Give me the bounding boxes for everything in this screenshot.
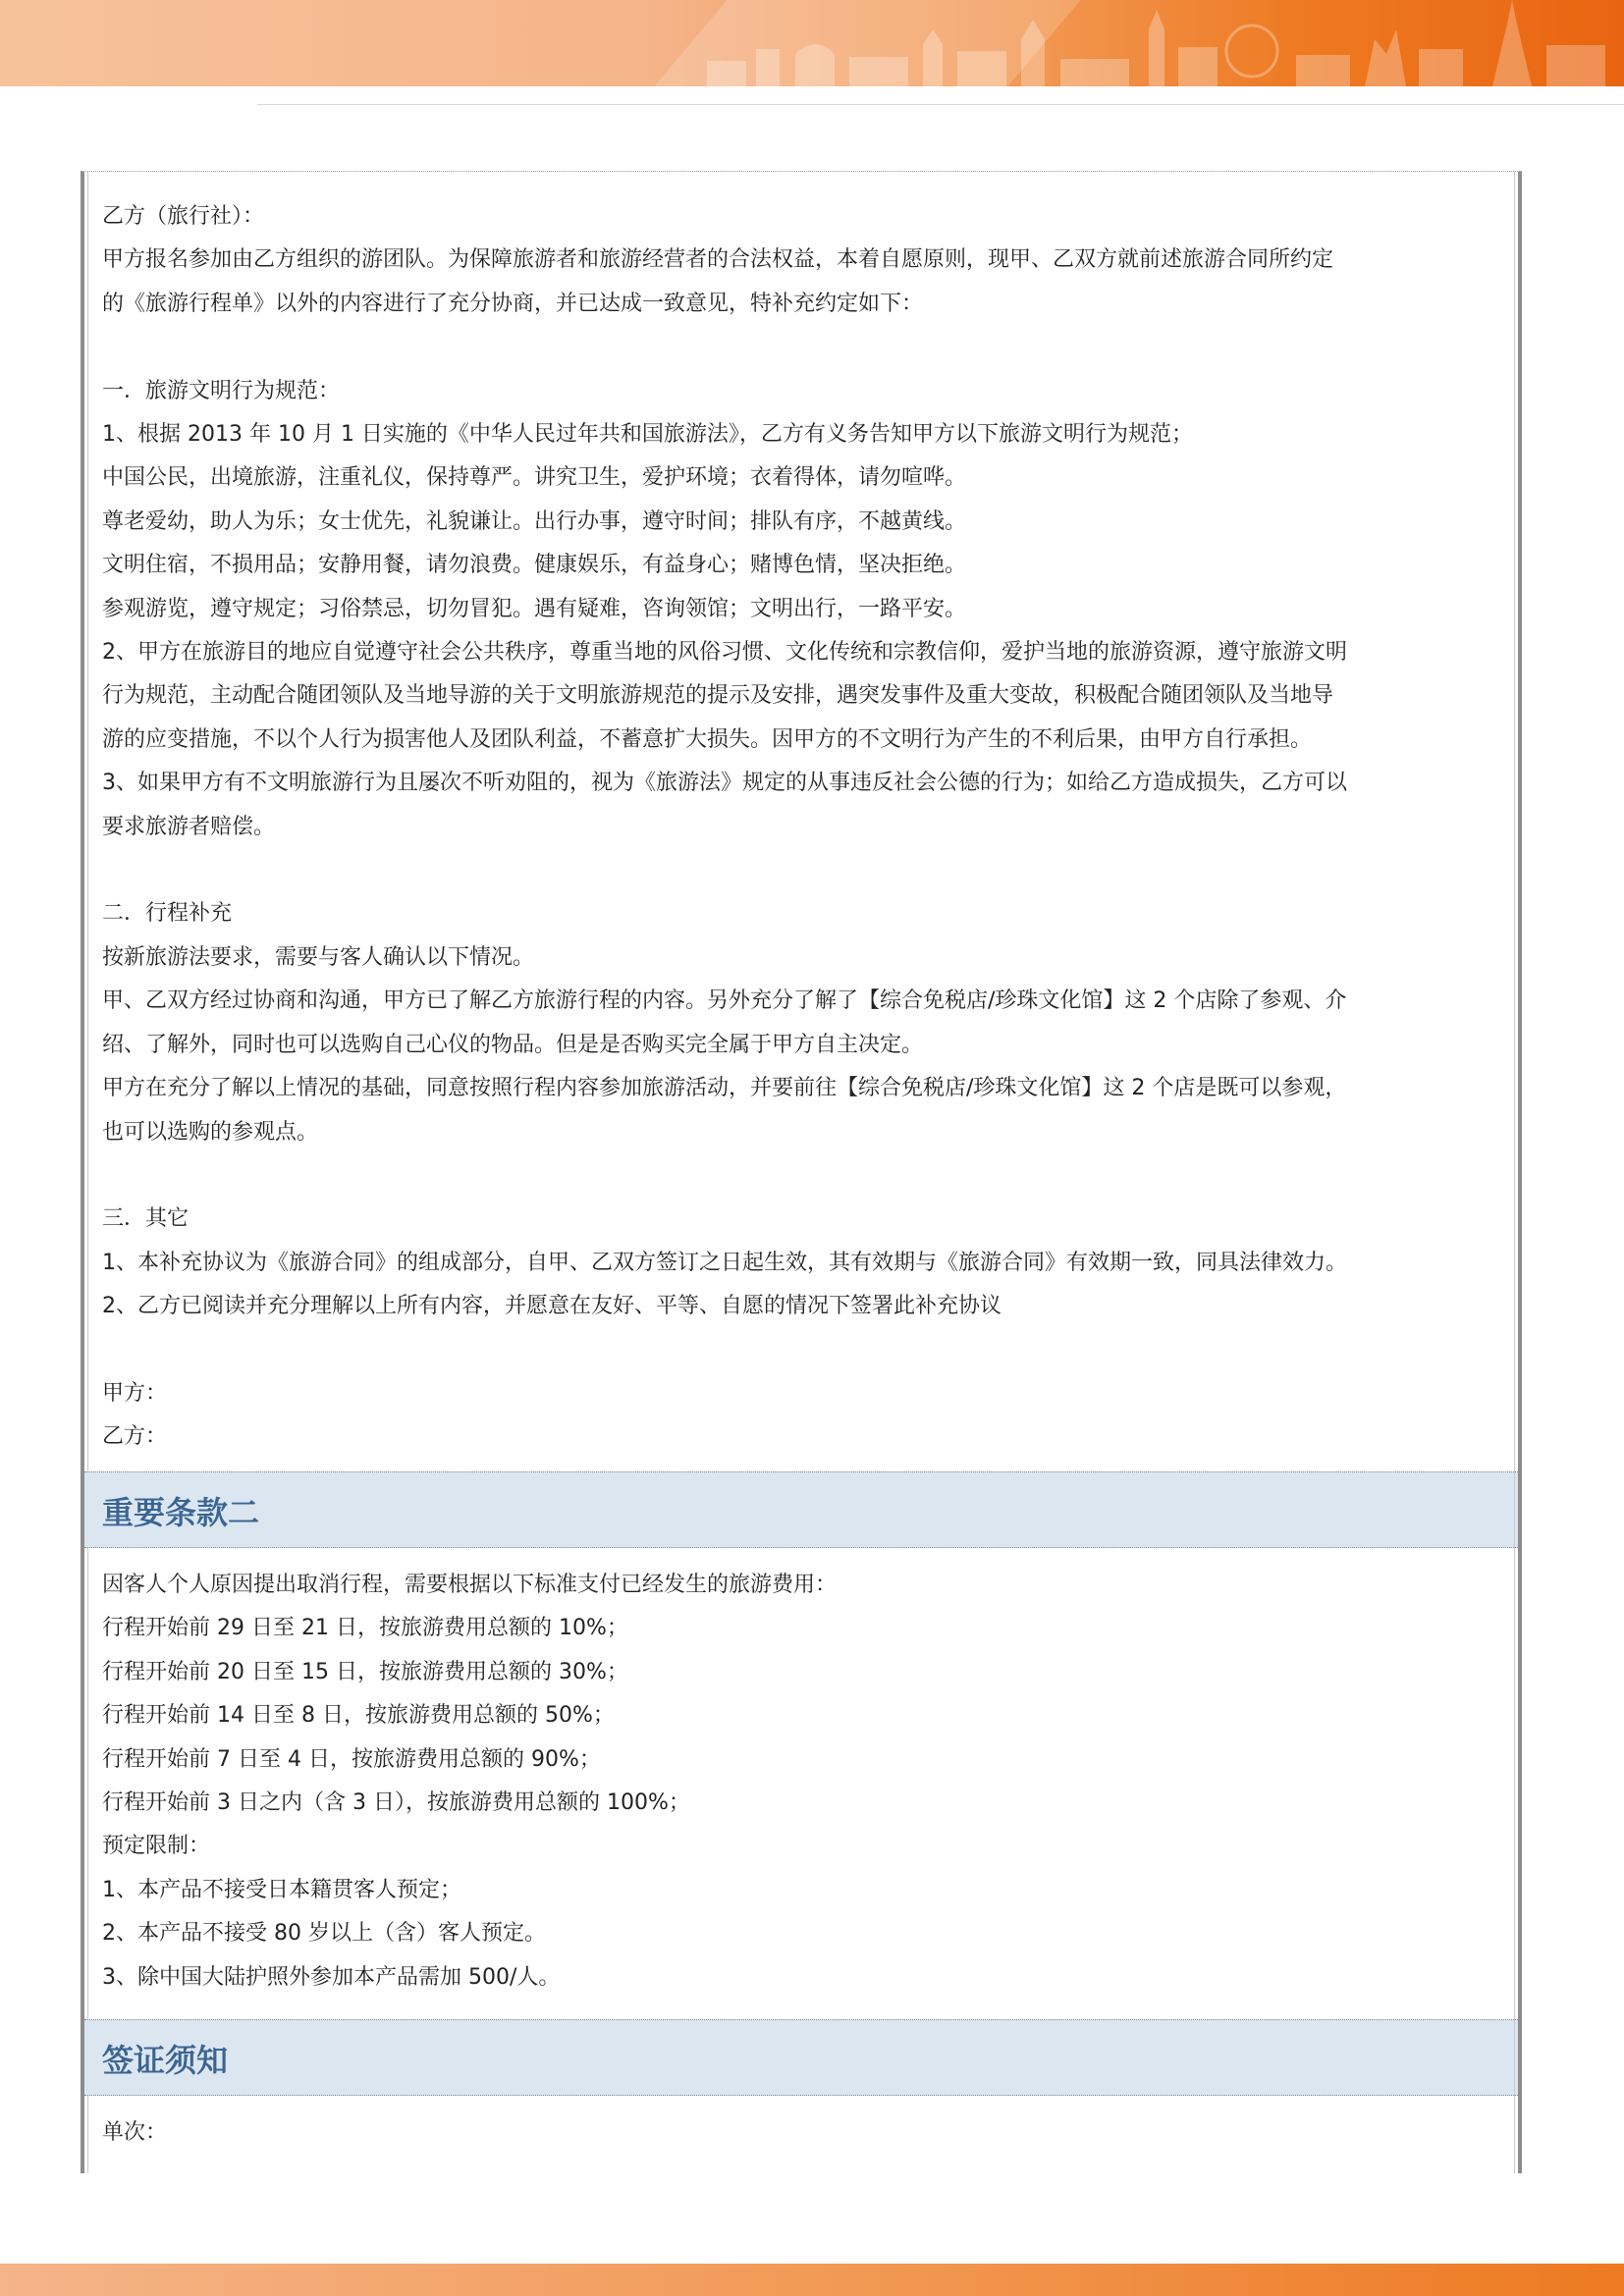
section-1-para-3b: 要求旅游者赔偿。 [102,814,276,839]
conduct-line-2: 尊老爱幼，助人为乐；女士优先，礼貌谦让。出行办事，遵守时间；排队有序，不越黄线。 [102,508,967,534]
visa-header [84,2019,1518,2096]
booking-limit-3: 3、除中国大陆护照外参加本产品需加 500/人。 [102,1964,561,1990]
terms-2-body [102,1564,1506,2000]
supplement-agreement [102,195,1506,1460]
intro-line-2: 的《旅游行程单》以外的内容进行了充分协商，并已达成一致意见，特补充约定如下： [102,291,924,316]
conduct-line-3: 文明住宿，不损用品；安静用餐，请勿浪费。健康娱乐，有益身心；赌博色情，坚决拒绝。 [102,553,967,578]
section-1-para-2b: 行为规范，主动配合随团领队及当地导游的关于文明旅游规范的提示及安排，遇突发事件及重大变故，积极配合随团领队及当地导 [102,683,1334,709]
section-2-title: 二．行程补充 [102,901,233,927]
section-3-para-1: 1、本补充协议为《旅游合同》的组成部分，自甲、乙双方签订之日起生效，其有效期与《旅游合同》有效期一致，同具法律效力。 [102,1250,1348,1275]
visa-title: 签证须知 [102,2042,229,2079]
booking-limit-title: 预定限制： [102,1834,211,1859]
cancellation-rule-1: 行程开始前 29 日至 21 日，按旅游费用总额的 10%； [102,1616,628,1641]
document-frame [81,171,1522,2173]
header-banner [0,0,1624,86]
cancellation-rule-3: 行程开始前 14 日至 8 日，按旅游费用总额的 50%； [102,1703,615,1729]
section-1-title: 一．旅游文明行为规范： [102,378,341,403]
signature-party-a: 甲方： [102,1380,168,1406]
header-divider [257,104,1624,105]
terms-2-title: 重要条款二 [102,1494,260,1531]
section-2-para-2a: 甲、乙双方经过协商和沟通，甲方已了解乙方旅游行程的内容。另外充分了解了【综合免税店/珍珠文化馆】这 2 个店除了参观、介 [102,988,1347,1014]
cancellation-intro: 因客人个人原因提出取消行程，需要根据以下标准支付已经发生的旅游费用： [102,1573,838,1597]
section-3-title: 三．其它 [102,1206,189,1232]
party-b-label: 乙方（旅行社）： [102,204,265,229]
conduct-line-1: 中国公民，出境旅游，注重礼仪，保持尊严。讲究卫生，爱护环境；衣着得体，请勿喧哗。 [102,465,967,491]
section-2-para-3b: 也可以选购的参观点。 [102,1119,319,1145]
terms-2-header [84,1471,1518,1548]
section-3-para-2: 2、乙方已阅读并充分理解以上所有内容，并愿意在友好、平等、自愿的情况下签署此补充协议 [102,1294,1002,1319]
intro-line-1: 甲方报名参加由乙方组织的游团队。为保障旅游者和旅游经营者的合法权益，本着自愿原则，现甲、乙双方就前述旅游合同所约定 [102,247,1334,273]
section-2-para-2b: 绍、了解外，同时也可以选购自己心仪的物品。但是是否购买完全属于甲方自主决定。 [102,1032,924,1057]
section-1-para-2a: 2、甲方在旅游目的地应自觉遵守社会公共秩序，尊重当地的风俗习惯、文化传统和宗教信仰，爱护当地的旅游资源，遵守旅游文明 [102,640,1348,666]
conduct-line-4: 参观游览，遵守规定；习俗禁忌，切勿冒犯。遇有疑难，咨询领馆；文明出行，一路平安。 [102,596,967,621]
cancellation-rule-2: 行程开始前 20 日至 15 日，按旅游费用总额的 30%； [102,1659,628,1684]
visa-body [102,2111,1506,2155]
footer-banner [0,2264,1624,2296]
section-2-para-1: 按新旅游法要求，需要与客人确认以下情况。 [102,944,535,970]
city-skyline-illustration [687,0,1624,86]
cancellation-rule-5: 行程开始前 3 日之内（含 3 日），按旅游费用总额的 100%； [102,1790,690,1816]
section-1-para-2c: 游的应变措施，不以个人行为损害他人及团队利益，不蓄意扩大损失。因甲方的不文明行为产生的不利后果，由甲方自行承担。 [102,726,1313,752]
section-2-para-3a: 甲方在充分了解以上情况的基础，同意按照行程内容参加旅游活动，并要前往【综合免税店/珍珠文化馆】这 2 个店是既可以参观， [102,1076,1347,1101]
booking-limit-2: 2、本产品不接受 80 岁以上（含）客人预定。 [102,1921,546,1947]
signature-party-b: 乙方： [102,1424,168,1450]
section-1-para-1: 1、根据 2013 年 10 月 1 日实施的《中华人民过年共和国旅游法》，乙方有义务告知甲方以下旅游文明行为规范； [102,422,1193,448]
booking-limit-1: 1、本产品不接受日本籍贯客人预定； [102,1877,461,1902]
section-1-para-3a: 3、如果甲方有不文明旅游行为且屡次不听劝阻的，视为《旅游法》规定的从事违反社会公德的行为；如给乙方造成损失，乙方可以 [102,771,1348,796]
visa-single-entry: 单次： [102,2120,168,2145]
cancellation-rule-4: 行程开始前 7 日至 4 日，按旅游费用总额的 90%； [102,1746,601,1772]
